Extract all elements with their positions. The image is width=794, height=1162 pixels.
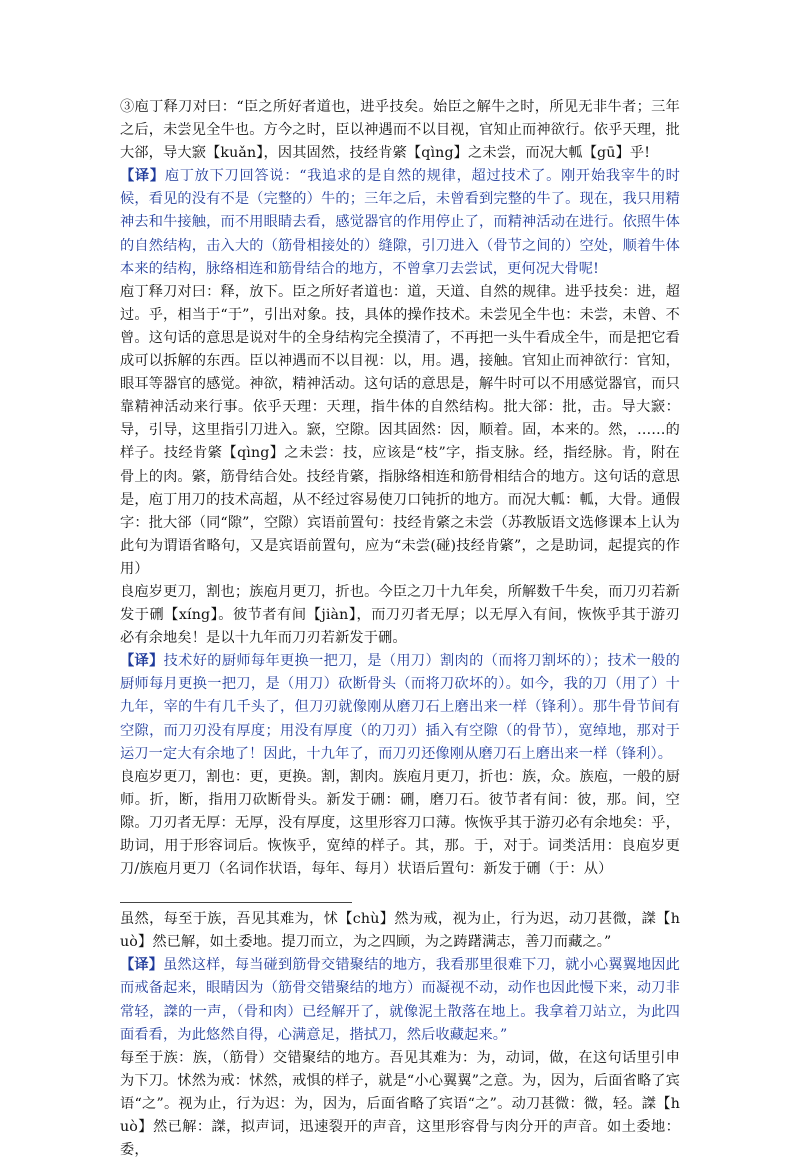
translation-paragraph — [120, 954, 680, 1046]
translation-tag: 【译】 — [120, 168, 165, 185]
translation-text: 庖丁放下刀回答说：“我追求的是自然的规律，超过技术了。刚开始我宰牛的时候，看见的没有不是（完整的）牛的；三年之后，未曾看到完整的牛了。现在，我只用精神去和牛接触，而不用眼睛去看，感觉器官的作用停止了，而精神活动在进行。依照牛体的自然结构，击入大的（筋骨相接处的）缝隙，引刀进入（骨节之间的）空处，顺着牛体本来的结构，脉络相连和筋骨结合的地方，不曾拿刀去尝试，更何况大骨呢! — [120, 168, 680, 277]
original-text-paragraph: 虽然，每至于族，吾见其难为，怵【chù】然为戒，视为止，行为迟，动刀甚微，謋【huò】然已解，如土委地。提刀而立，为之四顾，为之踌躇满志，善刀而藏之。” — [120, 911, 680, 951]
original-text-paragraph: ③庖丁释刀对曰：“臣之所好者道也，进乎技矣。始臣之解牛之时，所见无非牛者；三年之后，未尝见全牛也。方今之时，臣以神遇而不以目视，官知止而神欲行。依乎天理，批大郤，导大窾【kuǎn】，因其固然，技经肯綮【qìng】之未尝，而况大軱【gū】乎! — [120, 99, 680, 162]
translation-tag: 【译】 — [120, 957, 164, 974]
translation-text: 技术好的厨师每年更换一把刀，是（用刀）割肉的（而将刀割坏的）；技术一般的厨师每月更换一把刀，是（用刀）砍断骨头（而将刀砍坏的）。如今，我的刀（用了）十九年，宰的牛有几千头了，但刀刃就像刚从磨刀石上磨出来一样（锋利）。那牛骨节间有空隙，而刀刃没有厚度；用没有厚度（的刀刃）插入有空隙（的骨节），宽绰地，那对于运刀一定大有余地了！因此，十九年了，而刀刃还像刚从磨刀石上磨出来一样（锋利）。 — [120, 653, 680, 762]
translation-text: 虽然这样，每当碰到筋骨交错聚结的地方，我看那里很难下刀，就小心翼翼地因此而戒备起来，眼睛因为（筋骨交错聚结的地方）而凝视不动，动作也因此慢下来，动刀非常轻，謋的一声，（骨和肉）已经解开了，就像泥土散落在地上。我拿着刀站立，为此四面看看，为此悠然自得，心满意足，揩拭刀，然后收藏起来。” — [120, 957, 680, 1043]
annotation-paragraph: 每至于族：族，（筋骨）交错聚结的地方。吾见其难为：为，动词，做，在这句话里引申为下刀。怵然为戒：怵然，戒惧的样子，就是“小心翼翼”之意。为，因为，后面省略了宾语“之”。视为止，行为迟：为，因为，后面省略了宾语“之”。动刀甚微：微，轻。謋【huò】然已解：謋，拟声词，迅速裂开的声音，这里形容骨与肉分开的声音。如土委地：委， — [120, 1049, 680, 1159]
annotation-paragraph: 庖丁释刀对曰：释，放下。臣之所好者道也：道，天道、自然的规律。进乎技矣：进，超过。乎，相当于“于”，引出对象。技，具体的操作技术。未尝见全牛也：未尝，未曾、不曾。这句话的意思是说对牛的全身结构完全摸清了，不再把一头牛看成全牛，而是把它看成可以拆解的东西。臣以神遇而不以目视：以，用。遇，接触。官知止而神欲行：官知，眼耳等器官的感觉。神欲，精神活动。这句话的意思是，解牛时可以不用感觉器官，而只靠精神活动来行事。依乎天理：天理，指牛体的自然结构。批大郤：批，击。导大窾：导，引导，这里指引刀进入。窾，空隙。因其固然：因，顺着。固，本来的。然，……的样子。技经肯綮【qìng】之未尝：技，应该是“枝”字，指支脉。经，指经脉。肯，附在骨上的肉。綮，筋骨结合处。技经肯綮，指脉络相连和筋骨相结合的地方。这句话的意思是，庖丁用刀的技术高超，从不经过容易使刀口钝折的地方。而况大軱：軱，大骨。通假字：批大郤（同“隙”，空隙）宾语前置句：技经肯綮之未尝（苏教版语文选修课本上认为此句为谓语省略句，又是宾语前置句，应为“未尝(碰)技经肯綮”，之是助词，起提宾的作用） — [120, 283, 680, 577]
translation-paragraph — [120, 165, 680, 280]
document-page — [120, 96, 680, 1162]
original-text-paragraph: 良庖岁更刀，割也；族庖月更刀，折也。今臣之刀十九年矣，所解数千牛矣，而刀刃若新发于硎【xíng】。彼节者有间【jiàn】，而刀刃者无厚；以无厚入有间，恢恢乎其于游刃必有余地矣！是以十九年而刀刃若新发于硎。 — [120, 583, 680, 647]
annotation-paragraph: 良庖岁更刀，割也：更，更换。割，割肉。族庖月更刀，折也：族，众。族庖，一般的厨师。折，断，指用刀砍断骨头。新发于硎：硎，磨刀石。彼节者有间：彼，那。间，空隙。刀刃者无厚：无厚，没有厚度，这里形容刀口薄。恢恢乎其于游刃必有余地矣：乎，助词，用于形容词后。恢恢乎，宽绰的样子。其，那。于，对于。词类活用：良庖岁更刀/族庖月更刀（名词作状语，每年、每月）状语后置句：新发于硎（于：从） — [120, 768, 680, 878]
translation-paragraph — [120, 650, 680, 765]
section-divider — [120, 902, 352, 903]
translation-tag: 【译】 — [120, 653, 164, 670]
